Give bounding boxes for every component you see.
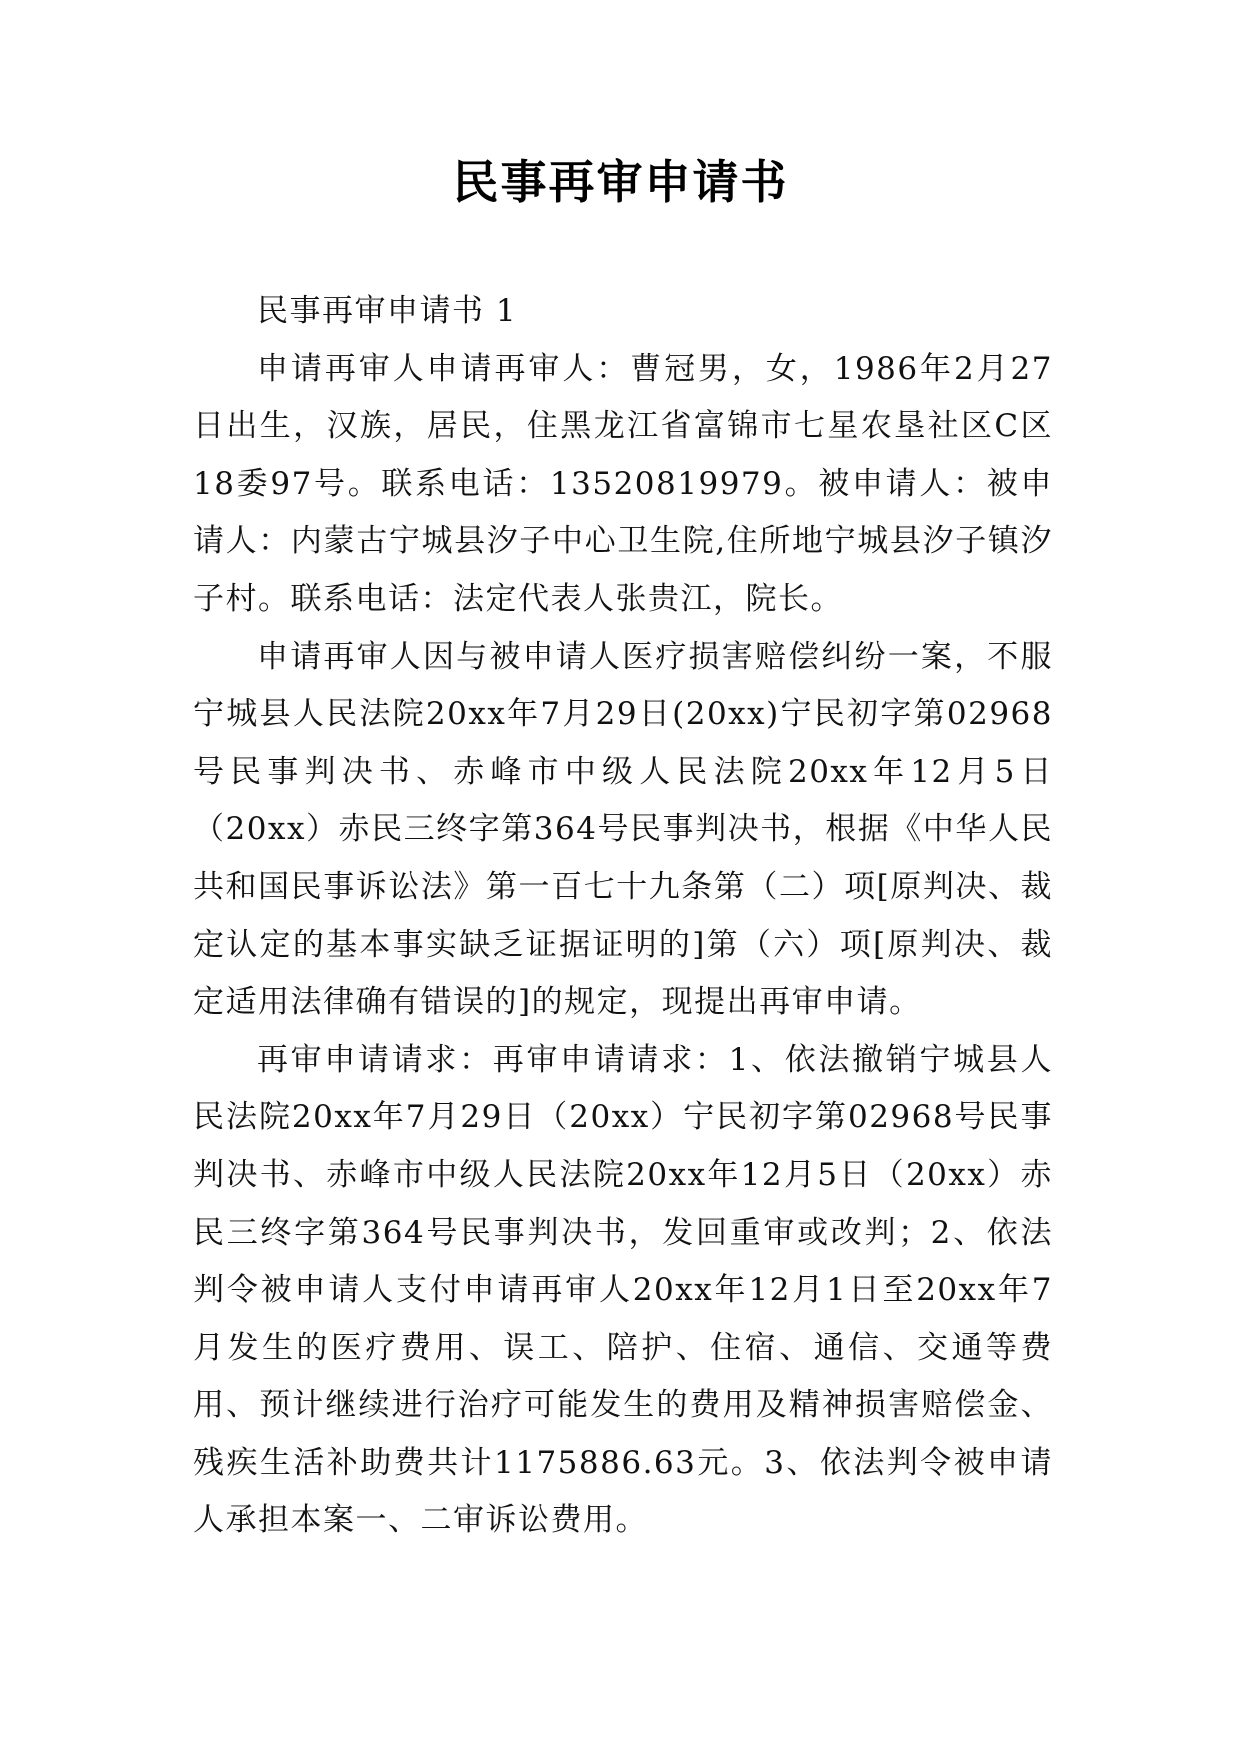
paragraph-heading: 民事再审申请书 1: [257, 293, 518, 329]
document-title: 民事再审申请书: [452, 155, 789, 209]
paragraph-parties: 申请再审人申请再审人：曹冠男，女，1986年2月27日出生，汉族，居民，住黑龙江省富锦市七星农垦社区C区18委97号。联系电话：13520819979。被申请人：被申请人：内蒙古宁城县汐子中心卫生院,住所地宁城县汐子镇汐子村。联系电话：法定代表人张贵江，院长。: [193, 350, 1053, 617]
document-body: [193, 283, 1053, 1550]
paragraph-requests: 再审申请请求：再审申请请求：1、依法撤销宁城县人民法院20xx年7月29日（20xx）宁民初字第02968号民事判决书、赤峰市中级人民法院20xx年12月5日（20xx）赤民三终字第364号民事判决书，发回重审或改判；2、依法判令被申请人支付申请再审人20xx年12月1日至20xx年7月发生的医疗费用、误工、陪护、住宿、通信、交通等费用、预计继续进行治疗可能发生的费用及精神损害赔偿金、残疾生活补助费共计1175886.63元。3、依法判令被申请人承担本案一、二审诉讼费用。: [193, 1041, 1053, 1539]
paragraph-grounds: 申请再审人因与被申请人医疗损害赔偿纠纷一案，不服宁城县人民法院20xx年7月29日(20xx)宁民初字第02968号民事判决书、赤峰市中级人民法院20xx年12月5日（20xx）赤民三终字第364号民事判决书，根据《中华人民共和国民事诉讼法》第一百七十九条第（二）项[原判决、裁定认定的基本事实缺乏证据证明的]第（六）项[原判决、裁定适用法律确有错误的]的规定，现提出再审申请。: [193, 638, 1053, 1021]
